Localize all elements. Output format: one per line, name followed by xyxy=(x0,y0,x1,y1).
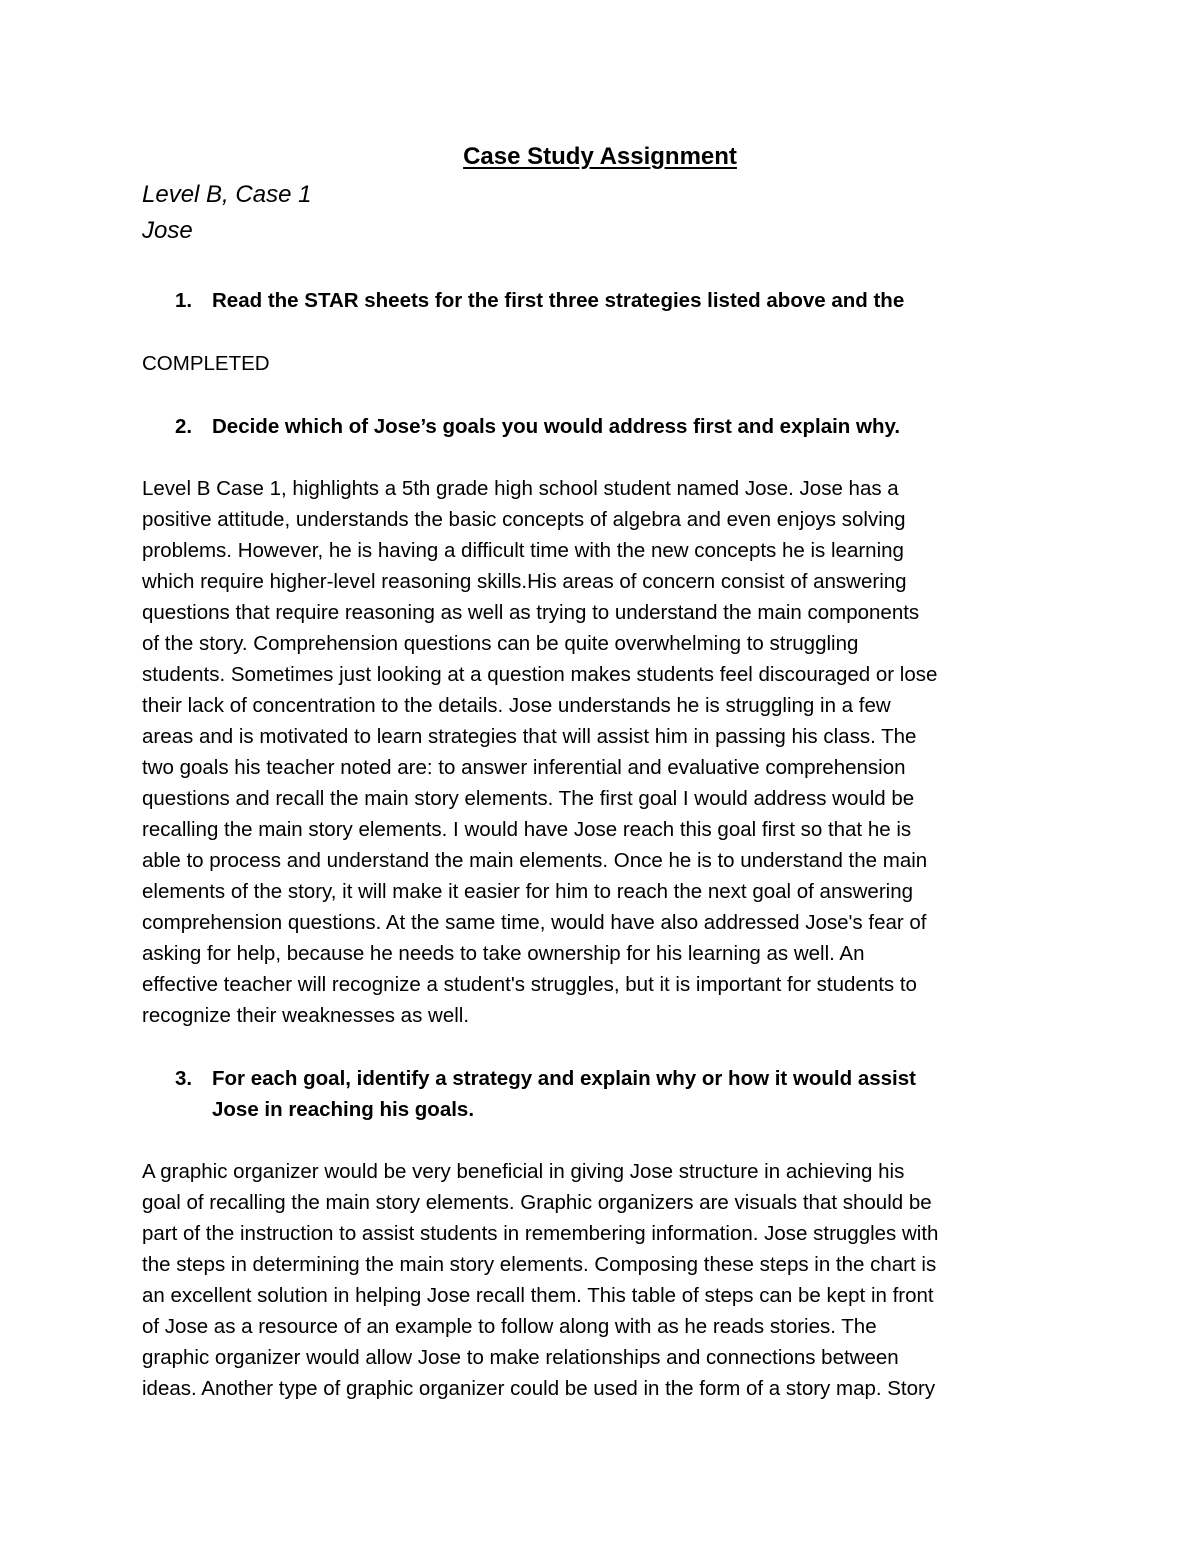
case-label: Level B, Case 1 xyxy=(142,181,312,208)
question-text-line: Jose in reaching his goals. xyxy=(212,1098,475,1121)
paragraph-line: asking for help, because he needs to take ownership for his learning as well. An xyxy=(142,942,865,965)
question-number: 3. xyxy=(175,1067,193,1090)
paragraph-line: the steps in determining the main story elements. Composing these steps in the chart is xyxy=(142,1253,937,1276)
paragraph-line: areas and is motivated to learn strategies that will assist him in passing his class. The xyxy=(142,725,917,748)
question-number: 2. xyxy=(175,415,193,438)
paragraph-line: recognize their weaknesses as well. xyxy=(142,1004,470,1027)
paragraph-line: elements of the story, it will make it easier for him to reach the next goal of answering xyxy=(142,880,914,903)
paragraph-line: their lack of concentration to the details. Jose understands he is struggling in a few xyxy=(142,694,891,717)
paragraph-line: ideas. Another type of graphic organizer could be used in the form of a story map. Story xyxy=(142,1377,936,1400)
question-number: 1. xyxy=(175,289,193,312)
paragraph-line: two goals his teacher noted are: to answer inferential and evaluative comprehension xyxy=(142,756,906,779)
answer-1 xyxy=(142,348,1072,379)
question-text: Read the STAR sheets for the first three strategies listed above and the xyxy=(212,289,905,312)
student-name: Jose xyxy=(142,217,193,244)
paragraph-line: which require higher-level reasoning skills.His areas of concern consist of answering xyxy=(142,570,907,593)
paragraph-line: of the story. Comprehension questions can be quite overwhelming to struggling xyxy=(142,632,859,655)
paragraph-line: goal of recalling the main story elements. Graphic organizers are visuals that should be xyxy=(142,1191,932,1214)
paragraph-line: part of the instruction to assist students in remembering information. Jose struggles with xyxy=(142,1222,939,1245)
answer-2 xyxy=(142,473,1072,1031)
paragraph-line: positive attitude, understands the basic concepts of algebra and even enjoys solving xyxy=(142,508,906,531)
paragraph-line: comprehension questions. At the same time, would have also addressed Jose's fear of xyxy=(142,911,927,934)
answer-line: COMPLETED xyxy=(142,352,270,375)
document-title: Case Study Assignment xyxy=(463,143,737,170)
paragraph-line: recalling the main story elements. I would have Jose reach this goal first so that he is xyxy=(142,818,912,841)
question-2 xyxy=(142,411,1042,442)
question-text-line: For each goal, identify a strategy and explain why or how it would assist xyxy=(212,1067,916,1090)
paragraph-line: questions and recall the main story elements. The first goal I would address would be xyxy=(142,787,915,810)
paragraph-line: graphic organizer would allow Jose to make relationships and connections between xyxy=(142,1346,899,1369)
paragraph-line: an excellent solution in helping Jose recall them. This table of steps can be kept in front xyxy=(142,1284,934,1307)
paragraph-line: effective teacher will recognize a student's struggles, but it is important for students to xyxy=(142,973,917,996)
paragraph-line: A graphic organizer would be very beneficial in giving Jose structure in achieving his xyxy=(142,1160,905,1183)
paragraph-line: problems. However, he is having a difficult time with the new concepts he is learning xyxy=(142,539,904,562)
paragraph-line: students. Sometimes just looking at a question makes students feel discouraged or lose xyxy=(142,663,938,686)
question-1 xyxy=(142,285,1042,316)
paragraph-line: questions that require reasoning as well as trying to understand the main components xyxy=(142,601,920,624)
question-text: Decide which of Jose’s goals you would address first and explain why. xyxy=(212,415,901,438)
paragraph-line: able to process and understand the main elements. Once he is to understand the main xyxy=(142,849,928,872)
paragraph-line: of Jose as a resource of an example to follow along with as he reads stories. The xyxy=(142,1315,877,1338)
paragraph-line: Level B Case 1, highlights a 5th grade high school student named Jose. Jose has a xyxy=(142,477,899,500)
answer-3 xyxy=(142,1156,1072,1404)
question-3 xyxy=(142,1063,1042,1125)
